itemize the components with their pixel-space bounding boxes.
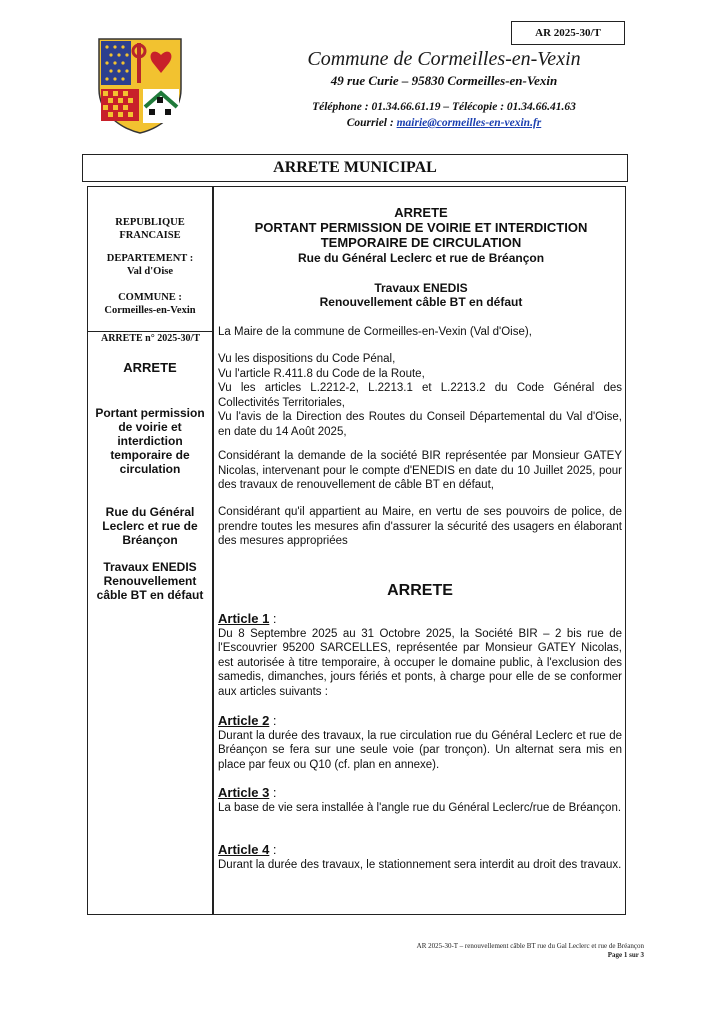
article-title: Article 2 <box>218 713 270 728</box>
intro-paragraph: La Maire de la commune de Cormeilles-en-Vexin (Val d'Oise), <box>218 326 532 338</box>
article-title: Article 1 <box>218 611 270 626</box>
works-subtitle: Renouvellement câble BT en défaut <box>319 295 523 309</box>
commune-label: COMMUNE : <box>118 292 182 303</box>
main-street: Rue du Général Leclerc et rue de Bréançon <box>297 251 545 265</box>
phone-fax-line: Téléphone : 01.34.66.61.19 – Télécopie : 01.34.66.41.63 <box>312 101 576 113</box>
vu-code-route: Vu l'article R.411.8 du Code de la Route, <box>218 367 425 380</box>
left-object: Portant permission de voirie et interdiction temporaire de circulation <box>95 406 205 476</box>
commune-value: Cormeilles-en-Vexin <box>104 305 196 316</box>
arrete-heading: ARRETE <box>387 582 453 599</box>
main-title: ARRETE <box>394 205 448 220</box>
article-colon: : <box>269 842 277 857</box>
article-text: Durant la durée des travaux, la rue circulation rue du Général Leclerc et rue de Bréançon se fera sur une seule voie (par tronçon). Un alternat sera mis en place par feux ou Q10 (cf. plan en annexe). <box>218 729 622 771</box>
commune-name: Commune de Cormeilles-en-Vexin <box>307 48 581 70</box>
article-text: Durant la durée des travaux, le stationnement sera interdit au droit des travaux. <box>218 858 622 871</box>
left-column-divider <box>88 331 213 332</box>
article-4 <box>218 843 622 872</box>
article-colon: : <box>269 713 277 728</box>
column-divider <box>212 186 214 915</box>
works-title: Travaux ENEDIS <box>374 281 468 295</box>
main-subtitle: PORTANT PERMISSION DE VOIRIE ET INTERDICTION TEMPORAIRE DE CIRCULATION <box>254 220 588 250</box>
left-works: Travaux ENEDIS Renouvellement câble BT en défaut <box>96 560 204 602</box>
coat-of-arms-icon <box>95 37 185 135</box>
email-label: Courriel : <box>346 117 397 129</box>
considerant-police: Considérant qu'il appartient au Maire, en vertu de ses pouvoirs de police, de prendre toutes les mesures afin d'assurer la sécurité des usagers en élaborant des mesures appropriées <box>218 506 622 547</box>
email-line <box>224 117 664 129</box>
article-1 <box>218 612 622 699</box>
republic-label: REPUBLIQUE FRANCAISE <box>115 217 185 241</box>
department-value: Val d'Oise <box>127 266 173 277</box>
article-text: La base de vie sera installée à l'angle rue du Général Leclerc/rue de Bréançon. <box>218 801 622 814</box>
article-3 <box>218 786 622 815</box>
article-colon: : <box>269 785 277 800</box>
commune-address: 49 rue Curie – 95830 Cormeilles-en-Vexin <box>330 73 558 88</box>
reference-box: AR 2025-30/T <box>511 21 625 45</box>
vu-code-penal: Vu les dispositions du Code Pénal, <box>218 353 396 365</box>
vu-avis: Vu l'avis de la Direction des Routes du Conseil Départemental du Val d'Oise, en date du 14 Août 2025, <box>218 411 622 438</box>
footer-reference: AR 2025-30-T – renouvellement câble BT rue du Gal Leclerc et rue de Bréançon <box>416 942 644 950</box>
page-footer <box>244 942 644 960</box>
left-arrete-title: ARRETE <box>123 360 177 375</box>
vu-block <box>218 352 622 439</box>
page-number: Page 1 sur 3 <box>607 951 644 959</box>
article-text: Du 8 Septembre 2025 au 31 Octobre 2025, la Société BIR – 2 bis rue de l'Escouvrier 95200 SARCELLES, représentée par Monsieur GATEY Nicolas, est autorisée à titre temporaire, à occuper le domaine public, à l'exclusion des samedis, dimanches, jours fériés et ponts, à charge pour elle de se conformer aux articles suivants : <box>218 627 622 698</box>
left-street: Rue du Général Leclerc et rue de Bréançon <box>102 505 198 547</box>
article-colon: : <box>269 611 277 626</box>
considerant-request: Considérant la demande de la société BIR représentée par Monsieur GATEY Nicolas, intervenant pour le compte d'ENEDIS en date du 10 Juillet 2025, pour des travaux de renouvellement de câble BT en défaut, <box>218 450 622 491</box>
email-link[interactable]: mairie@cormeilles-en-vexin.fr <box>396 117 542 129</box>
vu-cgct: Vu les articles L.2212-2, L.2213.1 et L.2213.2 du Code Général des Collectivités Territoriales, <box>218 382 622 409</box>
department-label: DEPARTEMENT : <box>106 253 194 264</box>
article-2 <box>218 714 622 772</box>
arrete-municipal-banner: ARRETE MUNICIPAL <box>82 154 628 182</box>
article-title: Article 4 <box>218 842 270 857</box>
article-title: Article 3 <box>218 785 270 800</box>
arrete-number: ARRETE n° 2025-30/T <box>100 333 200 344</box>
